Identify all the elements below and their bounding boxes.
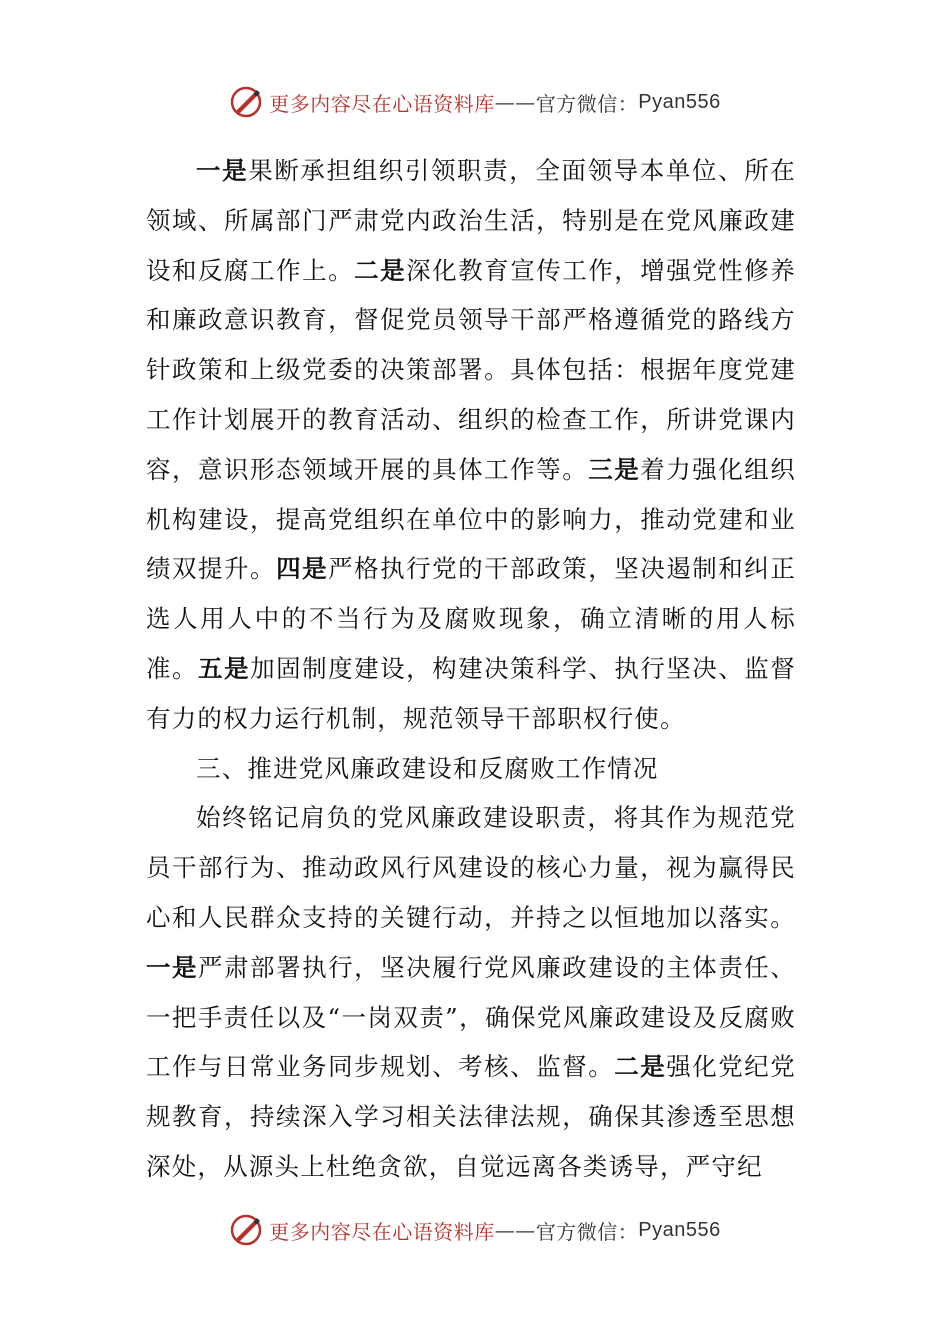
paragraph-text: 严格执行党的干部政策，坚决遏制和纠正选人用人中的不当行为及腐败现象，确立清晰的用人标准。 bbox=[146, 554, 796, 683]
watermark-dash: —— bbox=[494, 90, 536, 114]
bold-marker: 三是 bbox=[588, 454, 641, 484]
paragraph-text: 果断承担组织引领职责，全面领导本单位、所在领域、所属部门严肃党内政治生活，特别是在党风廉政建设和反腐工作上。 bbox=[146, 156, 796, 285]
bold-marker: 二是 bbox=[354, 255, 407, 285]
pen-circle-logo-icon bbox=[229, 1213, 263, 1247]
watermark-label: 官方微信： bbox=[535, 91, 639, 116]
bold-marker: 一是 bbox=[146, 952, 199, 982]
watermark-label: 官方微信： bbox=[535, 1219, 639, 1244]
pen-circle-logo-icon bbox=[229, 85, 263, 119]
watermark-header bbox=[0, 82, 950, 122]
bold-marker: 二是 bbox=[614, 1052, 667, 1082]
paragraph-anticorruption bbox=[146, 793, 796, 1191]
section-heading: 三、推进党风廉政建设和反腐败工作情况 bbox=[196, 753, 659, 783]
watermark-site: 更多内容尽在心语资料库 bbox=[269, 91, 495, 116]
watermark-site: 更多内容尽在心语资料库 bbox=[269, 1219, 495, 1244]
watermark-wechat-id: Pyan556 bbox=[638, 90, 721, 113]
bold-marker: 五是 bbox=[198, 653, 251, 683]
bold-marker: 一是 bbox=[196, 156, 249, 185]
bold-marker: 四是 bbox=[276, 554, 329, 584]
paragraph-text: 强化党纪党规教育，持续深入学习相关法律法规，确保其渗透至思想深处，从源头上杜绝贪欲，自觉远离各类诱导，严守纪 bbox=[146, 1052, 796, 1181]
paragraph-text: 始终铭记肩负的党风廉政建设职责，将其作为规范党员干部行为、推动政风行风建设的核心力量，视为赢得民心和人民群众支持的关键行动，并持之以恒地加以落实。 bbox=[146, 803, 796, 932]
watermark-footer bbox=[0, 1210, 950, 1250]
paragraph-text: 加固制度建设，构建决策科学、执行坚决、监督有力的权力运行机制，规范领导干部职权行使。 bbox=[146, 653, 796, 733]
watermark-wechat-id: Pyan556 bbox=[638, 1218, 721, 1241]
paragraph-duties bbox=[146, 146, 796, 744]
paragraph-text: 深化教育宣传工作，增强党性修养和廉政意识教育，督促党员领导干部严格遵循党的路线方针政策和上级党委的决策部署。具体包括：根据年度党建工作计划展开的教育活动、组织的检查工作，所讲党课内容，意识形态领域开展的具体工作等。 bbox=[146, 255, 797, 484]
document-body bbox=[146, 146, 796, 1192]
watermark-dash: —— bbox=[494, 1218, 536, 1242]
paragraph-text: 严肃部署执行，坚决履行党风廉政建设的主体责任、一把手责任以及“一岗双责”，确保党风廉政建设及反腐败工作与日常业务同步规划、考核、监督。 bbox=[146, 952, 796, 1082]
paragraph-text: 着力强化组织机构建设，提高党组织在单位中的影响力，推动党建和业绩双提升。 bbox=[146, 454, 796, 584]
